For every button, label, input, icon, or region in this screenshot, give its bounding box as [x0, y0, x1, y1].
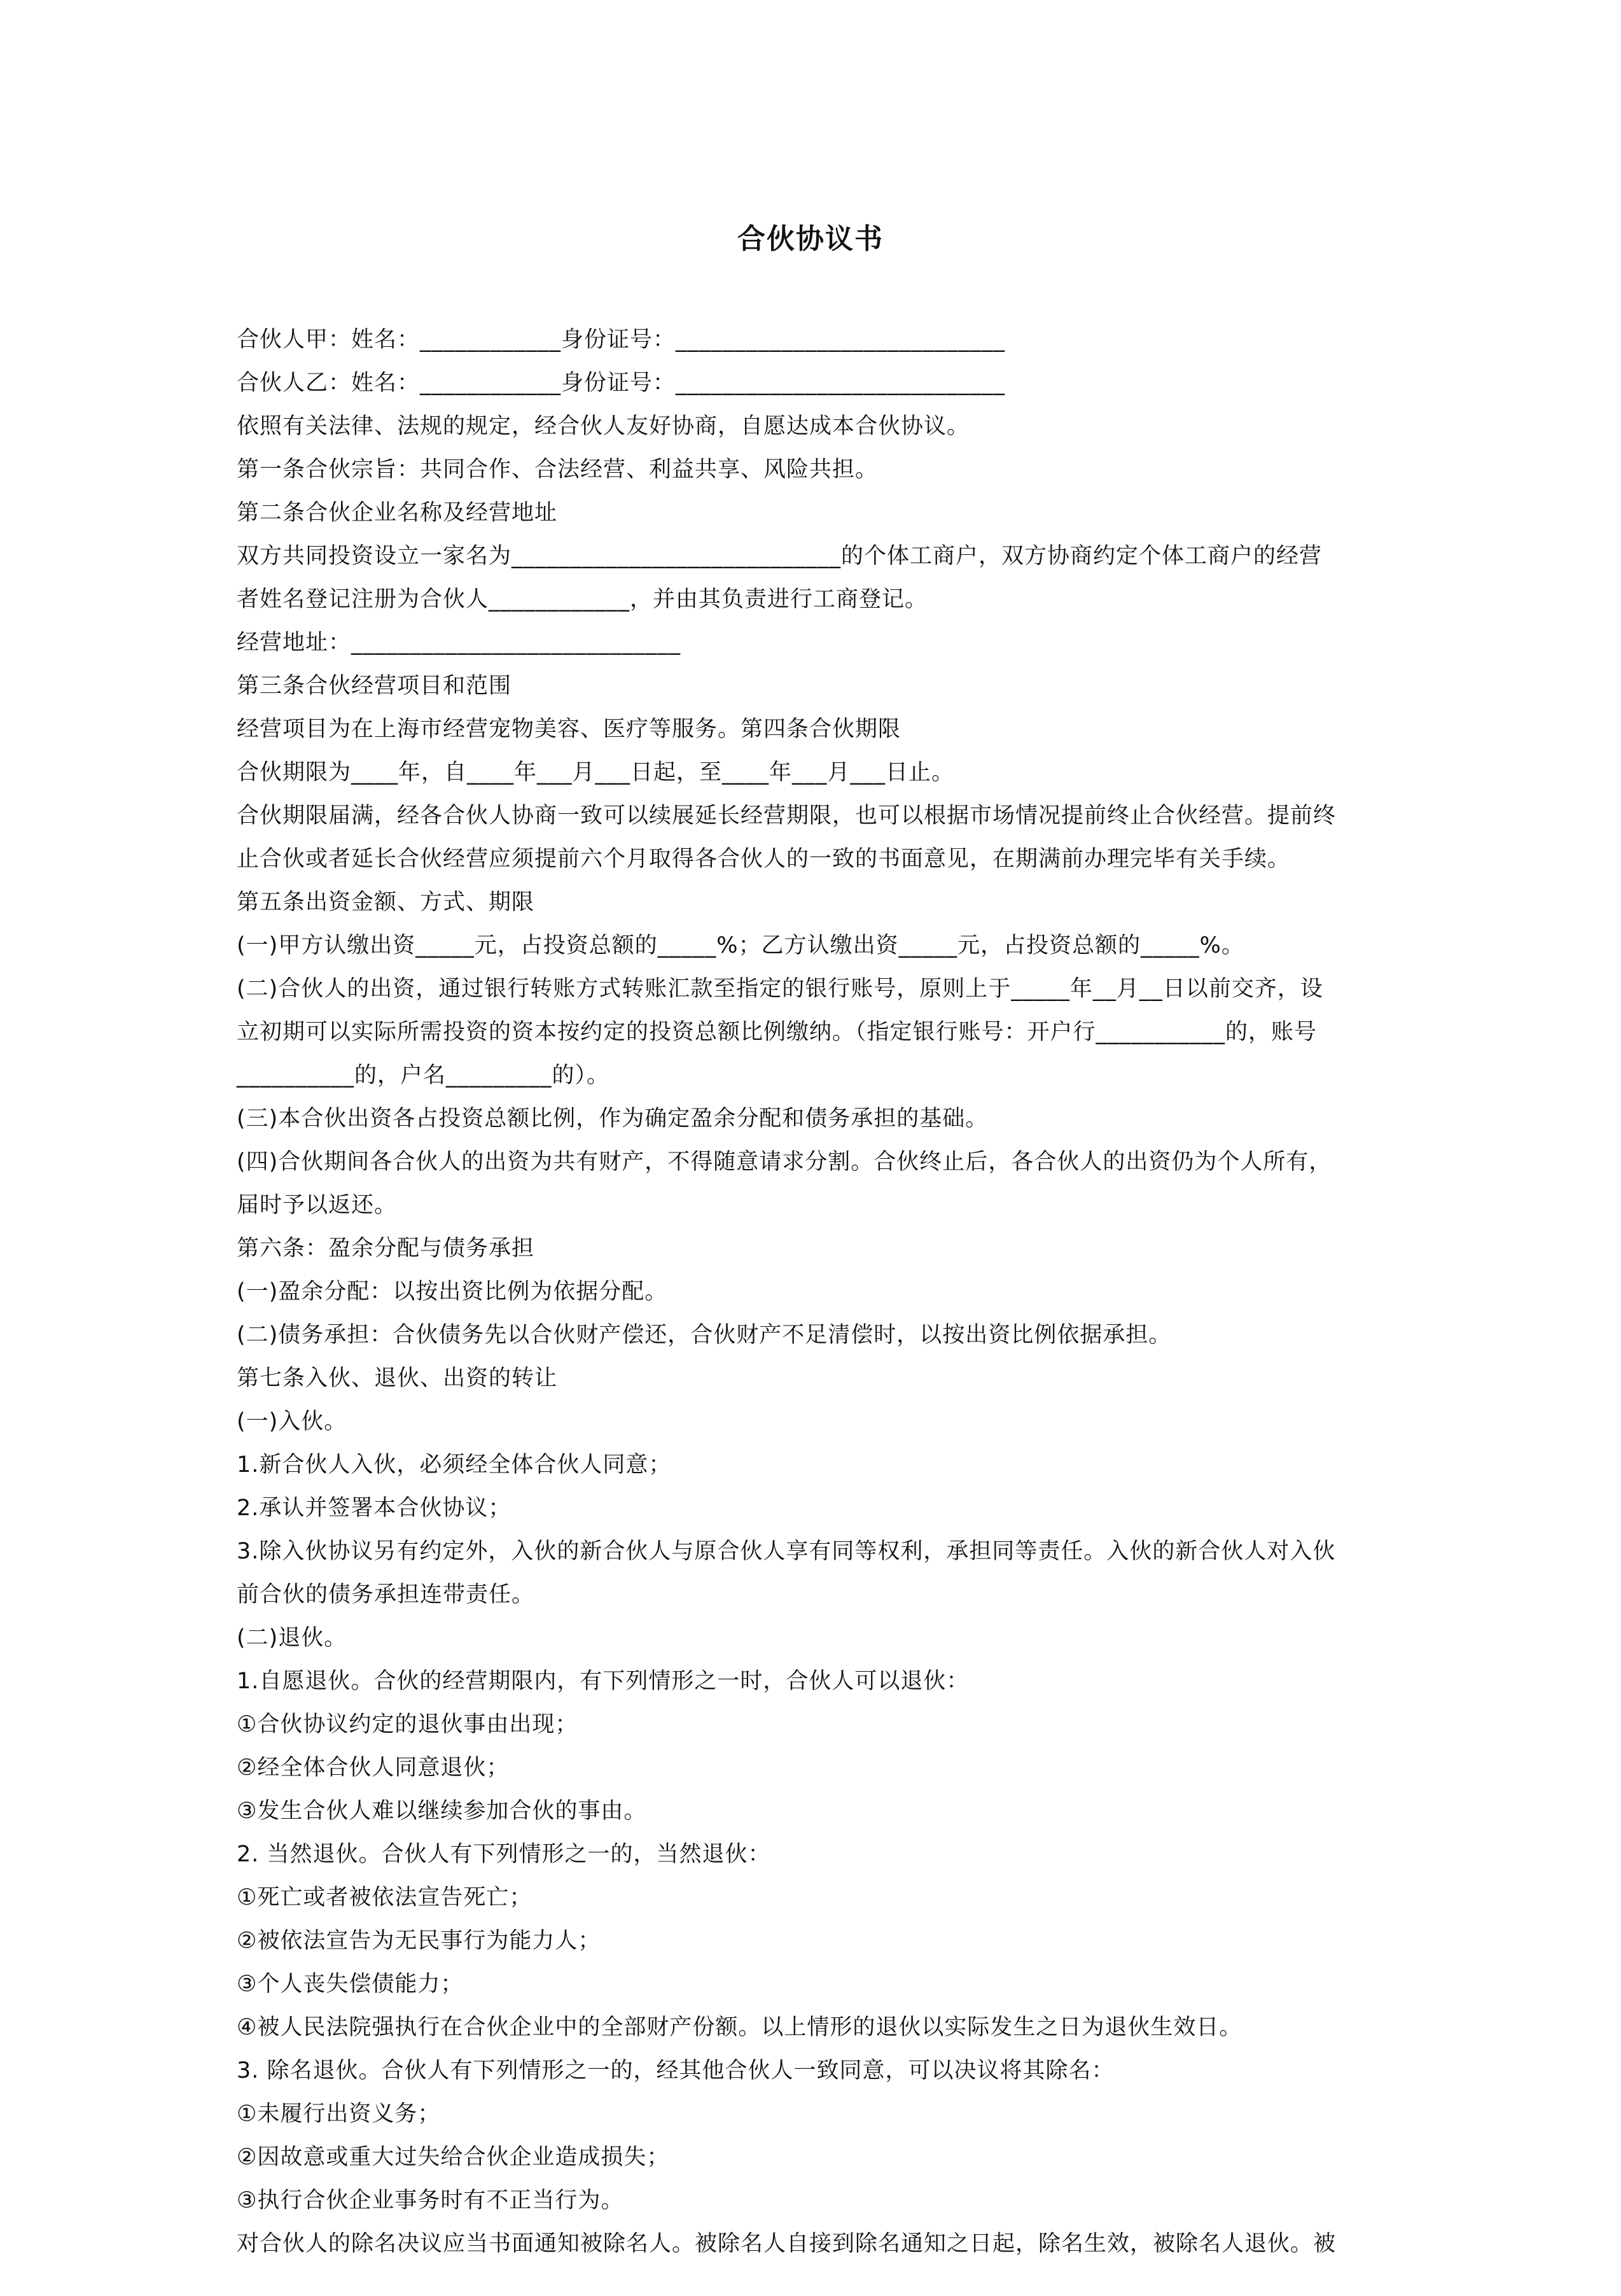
admission-item-2: 2.承认并签署本合伙协议； [237, 1495, 511, 1521]
partnership-term-line: 合伙期限为____年，自____年___月___日起，至____年___月___日止。 [237, 760, 955, 785]
withdrawal-heading: (二)退伙。 [237, 1625, 347, 1651]
article-6-item-2: (二)债务承担：合伙债务先以合伙财产偿还，合伙财产不足清偿时，以按出资比例依据承担。 [237, 1322, 1172, 1348]
article-5-item-3: (三)本合伙出资各占投资总额比例，作为确定盈余分配和债务承担的基础。 [237, 1106, 989, 1131]
voluntary-withdrawal-item-3: ③发生合伙人难以继续参加合伙的事由。 [237, 1798, 647, 1824]
article-6-item-1: (一)盈余分配：以按出资比例为依据分配。 [237, 1279, 668, 1305]
preamble: 依照有关法律、法规的规定，经合伙人友好协商，自愿达成本合伙协议。 [237, 414, 970, 439]
admission-heading: (一)入伙。 [237, 1409, 347, 1434]
admission-item-3-line-2: 前合伙的债务承担连带责任。 [237, 1582, 535, 1607]
voluntary-withdrawal-item-2: ②经全体合伙人同意退伙； [237, 1755, 510, 1781]
article-5-heading: 第五条出资金额、方式、期限 [237, 890, 535, 915]
article-3-text: 经营项目为在上海市经营宠物美容、医疗等服务。第四条合伙期限 [237, 717, 901, 742]
admission-item-1: 1.新合伙人入伙，必须经全体合伙人同意； [237, 1452, 672, 1478]
article-5-item-1: (一)甲方认缴出资_____元，占投资总额的_____%；乙方认缴出资_____元，占投资总额的_____%。 [237, 933, 1244, 958]
partner-b-line: 合伙人乙：姓名：____________身份证号：____________________________ [237, 370, 1006, 396]
article-5-item-4-line-1: (四)合伙期间各合伙人的出资为共有财产，不得随意请求分割。合伙终止后，各合伙人的出资仍为个人所有， [237, 1149, 1332, 1175]
partner-a-line: 合伙人甲：姓名：____________身份证号：____________________________ [237, 327, 1006, 353]
expulsion-withdrawal: 3. 除名退伙。合伙人有下列情形之一的，经其他合伙人一致同意，可以决议将其除名： [237, 2058, 1115, 2083]
article-5-item-2-line-3: __________的，户名_________的）。 [237, 1063, 610, 1088]
term-expiry-text-1: 合伙期限届满，经各合伙人协商一致可以续展延长经营期限，也可以根据市场情况提前终止合伙经营。提前终 [237, 803, 1337, 829]
term-expiry-text-2: 止合伙或者延长合伙经营应须提前六个月取得各合伙人的一致的书面意见，在期满前办理完毕有关手续。 [237, 846, 1291, 872]
automatic-withdrawal: 2. 当然退伙。合伙人有下列情形之一的，当然退伙： [237, 1842, 771, 1867]
voluntary-withdrawal: 1.自愿退伙。合伙的经营期限内，有下列情形之一时，合伙人可以退伙： [237, 1669, 970, 1694]
expulsion-item-1: ①未履行出资义务； [237, 2101, 441, 2127]
article-7-heading: 第七条入伙、退伙、出资的转让 [237, 1366, 558, 1391]
article-3-heading: 第三条合伙经营项目和范围 [237, 673, 512, 699]
article-6-heading: 第六条：盈余分配与债务承担 [237, 1236, 535, 1261]
voluntary-withdrawal-item-1: ①合伙协议约定的退伙事由出现； [237, 1712, 578, 1737]
automatic-withdrawal-item-4: ④被人民法院强执行在合伙企业中的全部财产份额。以上情形的退伙以实际发生之日为退伙生效日。 [237, 2015, 1242, 2040]
admission-item-3-line-1: 3.除入伙协议另有约定外，入伙的新合伙人与原合伙人享有同等权利，承担同等责任。入伙的新合伙人对入伙 [237, 1539, 1336, 1564]
automatic-withdrawal-item-3: ③个人丧失偿债能力； [237, 1971, 464, 1997]
document-title: 合伙协议书 [737, 223, 884, 255]
automatic-withdrawal-item-1: ①死亡或者被依法宣告死亡； [237, 1885, 532, 1910]
article-5-item-2-line-1: (二)合伙人的出资，通过银行转账方式转账汇款至指定的银行账号，原则上于_____年__月__日以前交齐，设 [237, 976, 1323, 1002]
article-1: 第一条合伙宗旨：共同合作、合法经营、利益共享、风险共担。 [237, 457, 879, 482]
article-2-text-1: 双方共同投资设立一家名为____________________________的个体工商户，双方协商约定个体工商户的经营 [237, 543, 1323, 569]
article-5-item-4-line-2: 届时予以返还。 [237, 1193, 398, 1218]
article-2-heading: 第二条合伙企业名称及经营地址 [237, 500, 558, 526]
automatic-withdrawal-item-2: ②被依法宣告为无民事行为能力人； [237, 1928, 601, 1954]
business-address-line: 经营地址：____________________________ [237, 630, 681, 655]
expulsion-item-3: ③执行合伙企业事务时有不正当行为。 [237, 2188, 624, 2213]
document-body [237, 318, 1395, 2265]
article-2-text-2: 者姓名登记注册为合伙人____________，并由其负责进行工商登记。 [237, 587, 928, 612]
expulsion-notice: 对合伙人的除名决议应当书面通知被除名人。被除名人自接到除名通知之日起，除名生效，被除名人退伙。被 [237, 2231, 1337, 2257]
article-5-item-2-line-2: 立初期可以实际所需投资的资本按约定的投资总额比例缴纳。（指定银行账号：开户行___________的，账号 [237, 1019, 1318, 1045]
expulsion-item-2: ②因故意或重大过失给合伙企业造成损失； [237, 2145, 670, 2170]
